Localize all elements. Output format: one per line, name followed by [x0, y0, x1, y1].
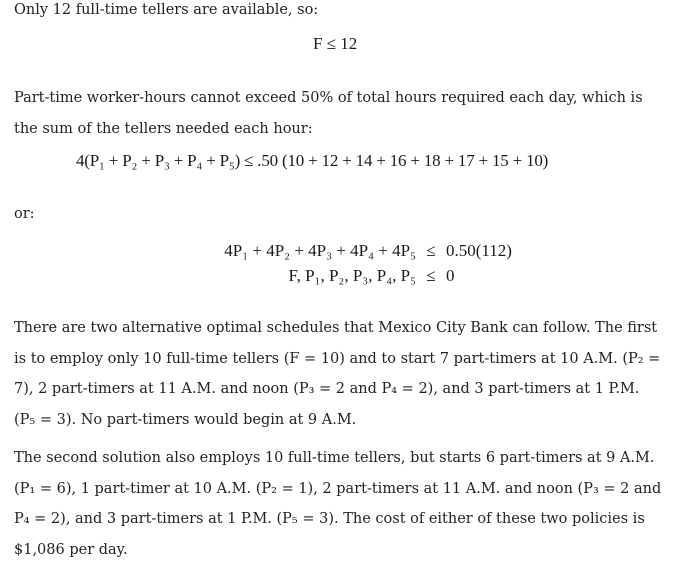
- part-time-paragraph: Part-time worker-hours cannot exceed 50% of total hours required each day, which is the sum of the tellers needed each hour:: [14, 90, 643, 137]
- constraint-rhs: 0.50(112): [446, 241, 512, 260]
- intro-paragraph: Only 12 full-time tellers are available, so:: [14, 2, 319, 18]
- constraint-full-time: F ≤ 12: [313, 34, 358, 53]
- constraint-operator: ≤: [426, 241, 436, 260]
- constraint-row-nonneg: [0, 266, 480, 288]
- constraint-lhs: 4P₁ + 4P₂ + 4P₃ + 4P₄ + 4P₅: [224, 241, 416, 260]
- constraint-operator: ≤: [426, 266, 436, 285]
- constraint-part-time-hours: 4(P₁ + P₂ + P₃ + P₄ + P₅) ≤ .50 (10 + 12 + 14 + 16 + 18 + 17 + 15 + 10): [76, 151, 549, 170]
- constraint-rhs: 0: [446, 266, 455, 285]
- second-solution-paragraph: The second solution also employs 10 full-time tellers, but starts 6 part-timers at 9 A.M. (P₁ = 6), 1 part-timer at 10 A.M. (P₂ = 1), 2 part-timers at 11 A.M. and noon (P₃ = 2 and P₄ = 2), and 3 part-timers at 1 P.M. (P₅ = 3). The cost of either of these two policies is $1,086 per day.: [14, 450, 662, 558]
- constraint-lhs: F, P₁, P₂, P₃, P₄, P₅: [288, 266, 416, 285]
- constraint-row-hours: [0, 241, 512, 263]
- first-solution-paragraph: There are two alternative optimal schedules that Mexico City Bank can follow. The first is to employ only 10 full-time tellers (F = 10) and to start 7 part-timers at 10 A.M. (P₂ = 7), 2 part-timers at 11 A.M. and noon (P₃ = 2 and P₄ = 2), and 3 part-timers at 1 P.M. (P₅ = 3). No part-timers would begin at 9 A.M.: [14, 320, 661, 428]
- or-label: or:: [14, 206, 35, 222]
- constraint-system: [0, 241, 512, 288]
